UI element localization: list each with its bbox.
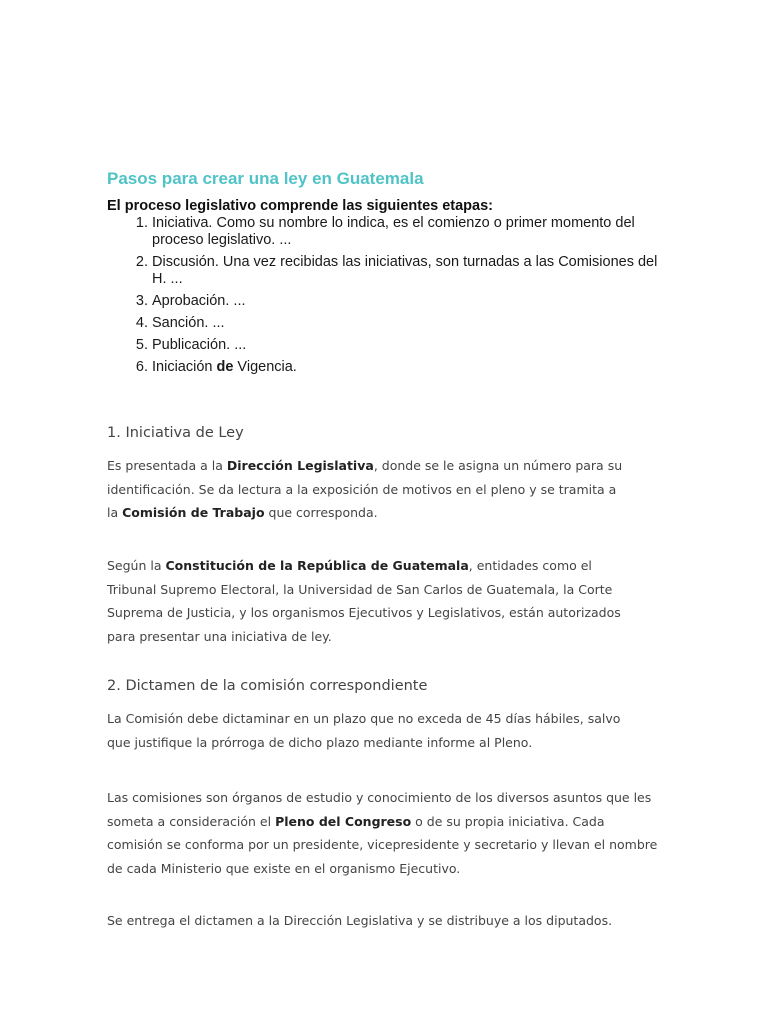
text: , donde se le asigna un número para su identificación. Se da lectura a la exposición de motivos en el pleno y se tramita a la	[107, 458, 623, 520]
step-text: Vigencia.	[233, 359, 297, 375]
section-heading-dictamen: 2. Dictamen de la comisión correspondiente	[107, 678, 428, 694]
text: Según la	[107, 558, 166, 573]
text: Las comisiones son órganos de estudio y conocimiento de los diversos asuntos que les someta a consideración el	[107, 790, 652, 829]
text: , entidades como el Tribunal Supremo Electoral, la Universidad de San Carlos de Guatemala, la Corte Suprema de Justicia, y los organismos Ejecutivos y Legislativos, están autorizados para presentar una iniciativa de ley.	[107, 558, 621, 644]
steps-intro: El proceso legislativo comprende las siguientes etapas:	[107, 198, 493, 214]
list-item: 5. Publicación. ...	[152, 337, 667, 354]
list-item: 2. Discusión. Una vez recibidas las iniciativas, son turnadas a las Comisiones del H. ...	[152, 254, 667, 288]
bold-text: Constitución de la República de Guatemala	[165, 558, 469, 573]
bold-text: Pleno del Congreso	[275, 813, 412, 829]
text: Es presentada a la	[107, 458, 227, 473]
text: que corresponda.	[264, 505, 378, 520]
list-item: 4. Sanción. ...	[152, 315, 667, 332]
bold-text: Comisión de Trabajo	[122, 505, 265, 520]
paragraph-iniciativa-1	[107, 454, 627, 525]
bold-text: Dirección Legislativa	[226, 458, 374, 473]
steps-list	[107, 215, 667, 376]
paragraph-iniciativa-2	[107, 554, 637, 648]
list-item: 3. Aprobación. ...	[152, 293, 667, 310]
list-item	[152, 359, 667, 376]
step-bold-text: de	[216, 359, 234, 375]
step-text: Iniciación	[152, 359, 217, 375]
list-item: 1. Iniciativa. Como su nombre lo indica, es el comienzo o primer momento del proceso legislativo. ...	[152, 215, 667, 249]
paragraph-dictamen-2	[107, 786, 662, 880]
article-title: Pasos para crear una ley en Guatemala	[107, 169, 424, 188]
paragraph-dictamen-3: Se entrega el dictamen a la Dirección Legislativa y se distribuye a los diputados.	[107, 913, 613, 928]
text: o de su propia iniciativa. Cada comisión se conforma por un presidente, vicepresidente y secretario y llevan el nombre de cada Ministerio que existe en el organismo Ejecutivo.	[107, 813, 658, 876]
section-heading-iniciativa: 1. Iniciativa de Ley	[107, 425, 244, 441]
document-page	[107, 168, 667, 928]
paragraph-dictamen-1: La Comisión debe dictaminar en un plazo que no exceda de 45 días hábiles, salvo que justifique la prórroga de dicho plazo mediante informe al Pleno.	[107, 711, 621, 750]
